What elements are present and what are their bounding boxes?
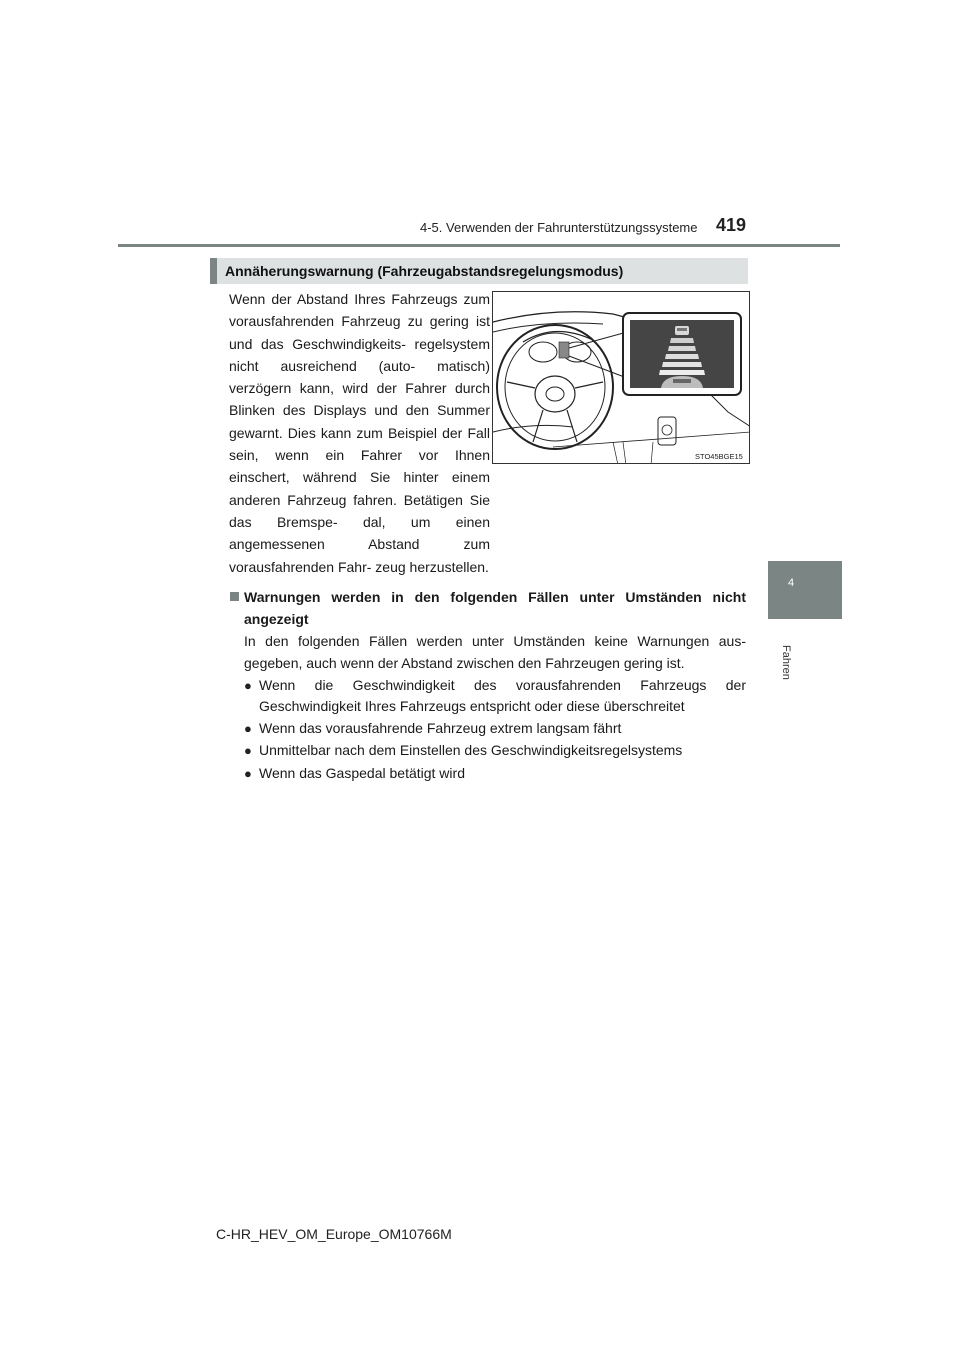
running-header-section: 4-5. Verwenden der Fahrunterstützungssysteme (420, 220, 698, 235)
bullet-dot-icon: ● (244, 721, 252, 736)
dashboard-illustration (492, 291, 750, 464)
page-number: 419 (716, 215, 747, 235)
bullet-dot-icon: ● (244, 678, 252, 693)
dashboard-drawing (493, 292, 750, 464)
document-id: C-HR_HEV_OM_Europe_OM10766M (216, 1226, 452, 1242)
list-item: Unmittelbar nach dem Einstellen des Geschwindigkeitsregelsystems (259, 742, 683, 758)
bullet-dot-icon: ● (244, 766, 252, 781)
subsection-intro: In den folgenden Fällen werden unter Umständen keine Warnungen aus- gegeben, auch wenn der Abstand zwischen den Fahrzeugen gering ist. (244, 633, 746, 671)
section-heading (210, 258, 748, 284)
figure-code: STO45BGE15 (695, 452, 743, 461)
section-heading-text: Annäherungswarnung (Fahrzeugabstandsregelungsmodus) (225, 263, 624, 279)
chapter-tab (768, 561, 842, 619)
chapter-tab-label: Fahren (780, 645, 792, 680)
list-item: Wenn das vorausfahrende Fahrzeug extrem langsam fährt (259, 720, 622, 736)
section-paragraph: Wenn der Abstand Ihres Fahrzeugs zum vorausfahrenden Fahrzeug zu gering ist und das Geschwindigkeits- regelsystem nicht ausreichend (auto- matisch) verzögern kann, wird der Fahrer durch Blinken des Displays und den Summer gewarnt. Dies kann zum Beispiel der Fall sein, wenn ein Fahrer vor Ihnen einschert, während Sie hinter einem anderen Fahrzeug fahren. Betätigen Sie das Bremspe- dal, um einen angemessenen Abstand zum vorausfahrenden Fahr- zeug herzustellen. (229, 291, 490, 575)
header-rule (118, 244, 840, 247)
list-item: Wenn das Gaspedal betätigt wird (259, 765, 465, 781)
subsection-heading: Warnungen werden in den folgenden Fällen unter Umständen nicht angezeigt (244, 589, 746, 627)
bullet-dot-icon: ● (244, 743, 252, 758)
square-bullet-icon (230, 592, 239, 601)
chapter-tab-number: 4 (788, 577, 795, 589)
list-item: Wenn die Geschwindigkeit des vorausfahrenden Fahrzeugs der Geschwindigkeit Ihres Fahrzeugs entspricht oder diese überschreitet (259, 677, 746, 714)
